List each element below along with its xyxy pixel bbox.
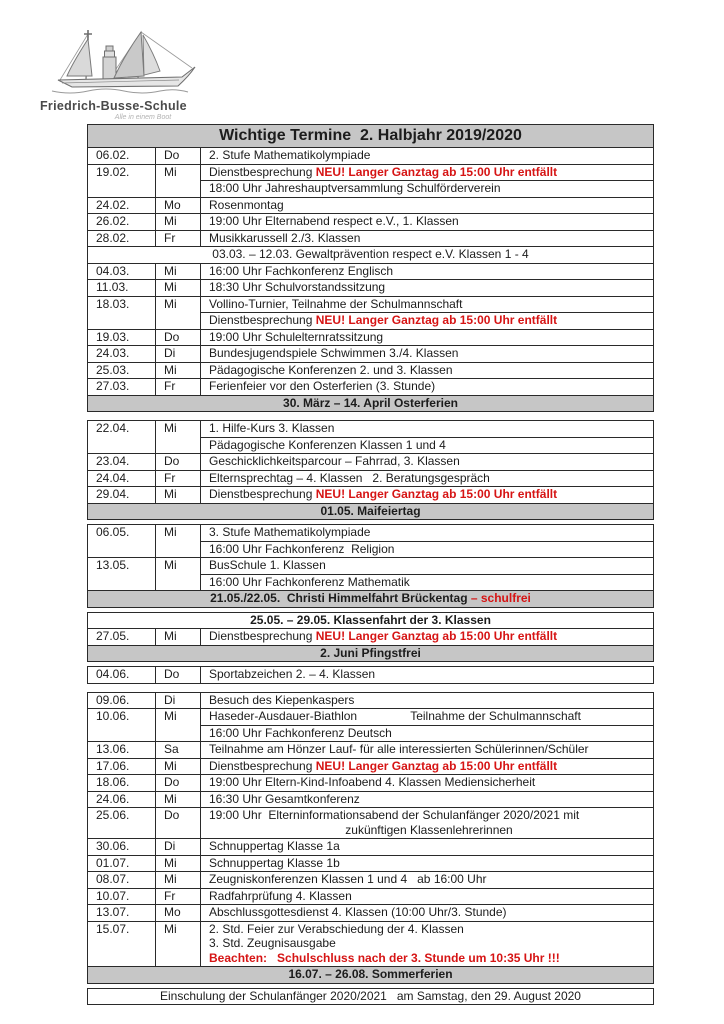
text-segment: 19:00 Uhr Eltern-Kind-Infoabend 4. Klassen Mediensicherheit	[209, 775, 536, 789]
text-segment: 16:00 Uhr Fachkonferenz Englisch	[209, 263, 394, 278]
event-date: 24.06.	[88, 791, 156, 808]
text-segment: Sportabzeichen 2. – 4. Klassen	[209, 667, 376, 681]
school-name: Friedrich-Busse-Schule	[40, 99, 187, 113]
event-date: 24.02.	[88, 197, 156, 214]
event-description	[201, 280, 654, 297]
section-label	[88, 503, 654, 520]
event-day: Mi	[156, 280, 201, 297]
event-description	[201, 742, 654, 759]
event-date: 19.03.	[88, 329, 156, 346]
event-day: Di	[156, 346, 201, 363]
schedule-table-body	[88, 125, 654, 1005]
text-segment: 19:00 Uhr Elterninformationsabend der Schulanfänger 2020/2021 mit	[209, 808, 580, 822]
table-row	[88, 263, 654, 280]
event-description	[201, 164, 654, 181]
text-segment: Dienstbesprechung	[209, 313, 316, 327]
event-date: 01.07.	[88, 855, 156, 872]
text-segment: Haseder-Ausdauer-Biathlon Teilnahme der Schulmannschaft	[209, 709, 581, 723]
table-row	[88, 379, 654, 396]
event-date: 13.06.	[88, 742, 156, 759]
section-label	[88, 988, 654, 1005]
event-text-line	[209, 936, 649, 951]
event-day: Mi	[156, 421, 201, 454]
table-row	[88, 558, 654, 575]
text-segment: Schnuppertag Klasse 1a	[209, 839, 340, 853]
event-description	[201, 558, 654, 575]
text-segment: NEU! Langer Ganztag ab 15:00 Uhr entfällt	[315, 758, 558, 773]
text-segment: NEU! Langer Ganztag ab 15:00 Uhr entfällt	[315, 487, 558, 501]
event-day: Mi	[156, 872, 201, 889]
event-date: 17.06.	[88, 758, 156, 775]
table-row	[88, 329, 654, 346]
event-day: Do	[156, 808, 201, 839]
event-description	[201, 905, 654, 922]
table-row	[88, 742, 654, 759]
text-segment: Dienstbesprechung	[209, 758, 316, 773]
table-row	[88, 855, 654, 872]
table-row	[88, 905, 654, 922]
section-label	[88, 645, 654, 662]
table-title: Wichtige Termine 2. Halbjahr 2019/2020	[88, 125, 654, 148]
event-description	[201, 197, 654, 214]
event-date: 30.06.	[88, 839, 156, 856]
event-description	[201, 181, 654, 198]
event-description	[201, 692, 654, 709]
event-date: 18.06.	[88, 775, 156, 792]
text-segment: 2. Stufe Mathematikolympiade	[209, 148, 371, 162]
event-day: Mi	[156, 525, 201, 558]
table-row	[88, 791, 654, 808]
event-text-line	[209, 823, 649, 838]
school-logo	[40, 26, 200, 121]
table-row	[88, 808, 654, 839]
section-row	[88, 967, 654, 984]
event-text-line	[209, 951, 649, 966]
table-row	[88, 280, 654, 297]
text-segment: Bundesjugendspiele Schwimmen 3./4. Klassen	[209, 346, 459, 360]
event-text-line	[209, 922, 649, 937]
event-description	[201, 470, 654, 487]
event-day: Sa	[156, 742, 201, 759]
table-row	[88, 872, 654, 889]
event-day: Fr	[156, 888, 201, 905]
spacer-cell	[88, 412, 654, 421]
text-segment: 16:00 Uhr Fachkonferenz Mathematik	[209, 574, 410, 589]
event-date: 27.05.	[88, 629, 156, 646]
text-segment: 30. März – 14. April Osterferien	[283, 395, 458, 410]
section-row	[88, 503, 654, 520]
spacer-cell	[88, 683, 654, 692]
event-description	[201, 454, 654, 471]
section-row	[88, 591, 654, 608]
table-row	[88, 888, 654, 905]
text-segment: Rosenmontag	[209, 197, 284, 212]
text-segment: 01.05. Maifeiertag	[320, 503, 421, 518]
event-date: 24.03.	[88, 346, 156, 363]
text-segment: zukünftigen Klassenlehrerinnen	[345, 822, 513, 837]
text-segment: Ferienfeier vor den Osterferien (3. Stunde)	[209, 379, 436, 393]
text-segment: 16:00 Uhr Fachkonferenz Religion	[209, 541, 395, 556]
section-row	[88, 247, 654, 264]
text-segment: BusSchule 1. Klassen	[209, 558, 326, 572]
event-day: Fr	[156, 230, 201, 247]
event-day: Mi	[156, 296, 201, 329]
table-row	[88, 629, 654, 646]
text-segment: 16.07. – 26.08. Sommerferien	[288, 967, 453, 981]
event-description	[201, 709, 654, 726]
event-date: 06.02.	[88, 148, 156, 165]
event-date: 09.06.	[88, 692, 156, 709]
table-row	[88, 362, 654, 379]
event-date: 23.04.	[88, 454, 156, 471]
text-segment: Pädagogische Konferenzen 2. und 3. Klassen	[209, 362, 453, 377]
event-day: Mi	[156, 791, 201, 808]
event-description	[201, 921, 654, 967]
event-date: 11.03.	[88, 280, 156, 297]
event-day: Fr	[156, 379, 201, 396]
event-day: Mi	[156, 263, 201, 280]
section-label	[88, 612, 654, 629]
spacer-row	[88, 683, 654, 692]
event-day: Mo	[156, 197, 201, 214]
table-row	[88, 470, 654, 487]
table-row	[88, 921, 654, 967]
event-description	[201, 313, 654, 330]
text-segment: Abschlussgottesdienst 4. Klassen (10:00 Uhr/3. Stunde)	[209, 905, 507, 919]
text-segment: Dienstbesprechung	[209, 487, 316, 501]
table-row	[88, 421, 654, 438]
event-description	[201, 329, 654, 346]
text-segment: 1. Hilfe-Kurs 3. Klassen	[209, 421, 335, 435]
event-date: 10.07.	[88, 888, 156, 905]
event-day: Mi	[156, 709, 201, 742]
text-segment: 3. Stufe Mathematikolympiade	[209, 525, 371, 539]
event-date: 04.06.	[88, 667, 156, 684]
table-row	[88, 164, 654, 181]
event-day: Mi	[156, 487, 201, 504]
event-day: Do	[156, 454, 201, 471]
event-description	[201, 379, 654, 396]
table-row	[88, 454, 654, 471]
text-segment: Elternsprechtag – 4. Klassen 2. Beratungsgespräch	[209, 470, 490, 485]
event-description	[201, 296, 654, 313]
text-segment: NEU! Langer Ganztag ab 15:00 Uhr entfällt	[315, 164, 558, 179]
event-description	[201, 791, 654, 808]
text-segment: 19:00 Uhr Schulelternratssitzung	[209, 329, 384, 344]
section-label	[88, 591, 654, 608]
event-day: Di	[156, 692, 201, 709]
event-day: Mo	[156, 905, 201, 922]
table-row	[88, 775, 654, 792]
table-row	[88, 296, 654, 313]
event-date: 24.04.	[88, 470, 156, 487]
section-row	[88, 612, 654, 629]
event-date: 15.07.	[88, 921, 156, 967]
text-segment: Einschulung der Schulanfänger 2020/2021 am Samstag, den 29. August 2020	[160, 988, 581, 1003]
text-segment: 18:30 Uhr Schulvorstandssitzung	[209, 280, 386, 294]
table-row	[88, 525, 654, 542]
text-segment: 2. Std. Feier zur Verabschiedung der 4. Klassen	[209, 921, 464, 936]
text-segment: Radfahrprüfung 4. Klassen	[209, 888, 352, 903]
event-date: 04.03.	[88, 263, 156, 280]
event-day: Di	[156, 839, 201, 856]
text-segment: NEU! Langer Ganztag ab 15:00 Uhr entfällt	[315, 629, 558, 643]
event-day: Mi	[156, 855, 201, 872]
text-segment: Schnuppertag Klasse 1b	[209, 855, 340, 870]
text-segment: Musikkarussell 2./3. Klassen	[209, 230, 361, 245]
event-day: Mi	[156, 362, 201, 379]
text-segment: 2. Juni Pfingstfrei	[320, 645, 421, 660]
section-row	[88, 395, 654, 412]
spacer-row	[88, 412, 654, 421]
table-title-row	[88, 125, 654, 148]
event-date: 18.03.	[88, 296, 156, 329]
text-segment: Teilnahme am Hönzer Lauf- für alle interessierten Schülerinnen/Schüler	[209, 742, 589, 756]
event-description	[201, 487, 654, 504]
event-description	[201, 148, 654, 165]
text-segment: 3. Std. Zeugnisausgabe	[209, 936, 336, 950]
event-day: Mi	[156, 921, 201, 967]
event-date: 22.04.	[88, 421, 156, 454]
school-tagline: Alle in einem Boot	[114, 114, 172, 121]
event-description	[201, 346, 654, 363]
event-day: Mi	[156, 164, 201, 197]
event-description	[201, 362, 654, 379]
section-label	[88, 395, 654, 412]
event-description	[201, 629, 654, 646]
text-segment: 18:00 Uhr Jahreshauptversammlung Schulförderverein	[209, 181, 501, 195]
event-text-line	[209, 808, 649, 823]
section-label	[88, 967, 654, 984]
event-date: 29.04.	[88, 487, 156, 504]
event-date: 25.03.	[88, 362, 156, 379]
event-day: Mi	[156, 758, 201, 775]
event-date: 08.07.	[88, 872, 156, 889]
event-description	[201, 872, 654, 889]
table-row	[88, 758, 654, 775]
event-description	[201, 574, 654, 591]
table-row	[88, 214, 654, 231]
text-segment: NEU! Langer Ganztag ab 15:00 Uhr entfällt	[315, 313, 558, 327]
event-description	[201, 725, 654, 742]
event-date: 28.02.	[88, 230, 156, 247]
text-segment: 16:00 Uhr Fachkonferenz Deutsch	[209, 725, 392, 740]
event-description	[201, 437, 654, 454]
text-segment: Geschicklichkeitsparcour – Fahrrad, 3. Klassen	[209, 454, 460, 468]
text-segment: Beachten: Schulschluss nach der 3. Stunde um 10:35 Uhr !!!	[209, 950, 560, 965]
event-description	[201, 775, 654, 792]
event-description	[201, 888, 654, 905]
event-date: 27.03.	[88, 379, 156, 396]
table-row	[88, 667, 654, 684]
event-description	[201, 525, 654, 542]
section-row	[88, 645, 654, 662]
text-segment: Pädagogische Konferenzen Klassen 1 und 4	[209, 437, 446, 452]
section-row	[88, 988, 654, 1005]
table-row	[88, 197, 654, 214]
table-row	[88, 692, 654, 709]
event-day: Do	[156, 667, 201, 684]
event-description	[201, 263, 654, 280]
table-row	[88, 709, 654, 726]
event-description	[201, 839, 654, 856]
section-label	[88, 247, 654, 264]
text-segment: Zeugniskonferenzen Klassen 1 und 4 ab 16:00 Uhr	[209, 872, 487, 886]
schedule-table	[87, 124, 654, 1005]
text-segment: Vollino-Turnier, Teilnahme der Schulmannschaft	[209, 296, 463, 311]
text-segment: 03.03. – 12.03. Gewaltprävention respect e.V. Klassen 1 - 4	[212, 247, 529, 261]
event-day: Do	[156, 148, 201, 165]
event-day: Fr	[156, 470, 201, 487]
event-date: 19.02.	[88, 164, 156, 197]
table-row	[88, 346, 654, 363]
table-row	[88, 487, 654, 504]
text-segment: Dienstbesprechung	[209, 629, 316, 643]
table-row	[88, 839, 654, 856]
text-segment: 19:00 Uhr Elternabend respect e.V., 1. Klassen	[209, 214, 459, 228]
event-date: 13.05.	[88, 558, 156, 591]
table-row	[88, 230, 654, 247]
event-day: Do	[156, 775, 201, 792]
event-day: Mi	[156, 214, 201, 231]
event-description	[201, 808, 654, 839]
text-segment: 25.05. – 29.05. Klassenfahrt der 3. Klassen	[250, 612, 491, 627]
event-day: Do	[156, 329, 201, 346]
school-logo-boat-icon	[48, 26, 198, 98]
table-row	[88, 148, 654, 165]
event-date: 06.05.	[88, 525, 156, 558]
event-date: 25.06.	[88, 808, 156, 839]
event-description	[201, 214, 654, 231]
event-description	[201, 855, 654, 872]
event-description	[201, 230, 654, 247]
text-segment: Dienstbesprechung	[209, 164, 316, 179]
text-segment: 16:30 Uhr Gesamtkonferenz	[209, 791, 360, 806]
event-day: Mi	[156, 629, 201, 646]
text-segment: 21.05./22.05. Christi Himmelfahrt Brückentag	[210, 591, 471, 605]
event-date: 10.06.	[88, 709, 156, 742]
text-segment: – schulfrei	[470, 591, 531, 605]
event-description	[201, 421, 654, 438]
event-description	[201, 541, 654, 558]
event-day: Mi	[156, 558, 201, 591]
event-date: 13.07.	[88, 905, 156, 922]
event-date: 26.02.	[88, 214, 156, 231]
text-segment: Besuch des Kiepenkaspers	[209, 692, 355, 707]
event-description	[201, 667, 654, 684]
event-description	[201, 758, 654, 775]
